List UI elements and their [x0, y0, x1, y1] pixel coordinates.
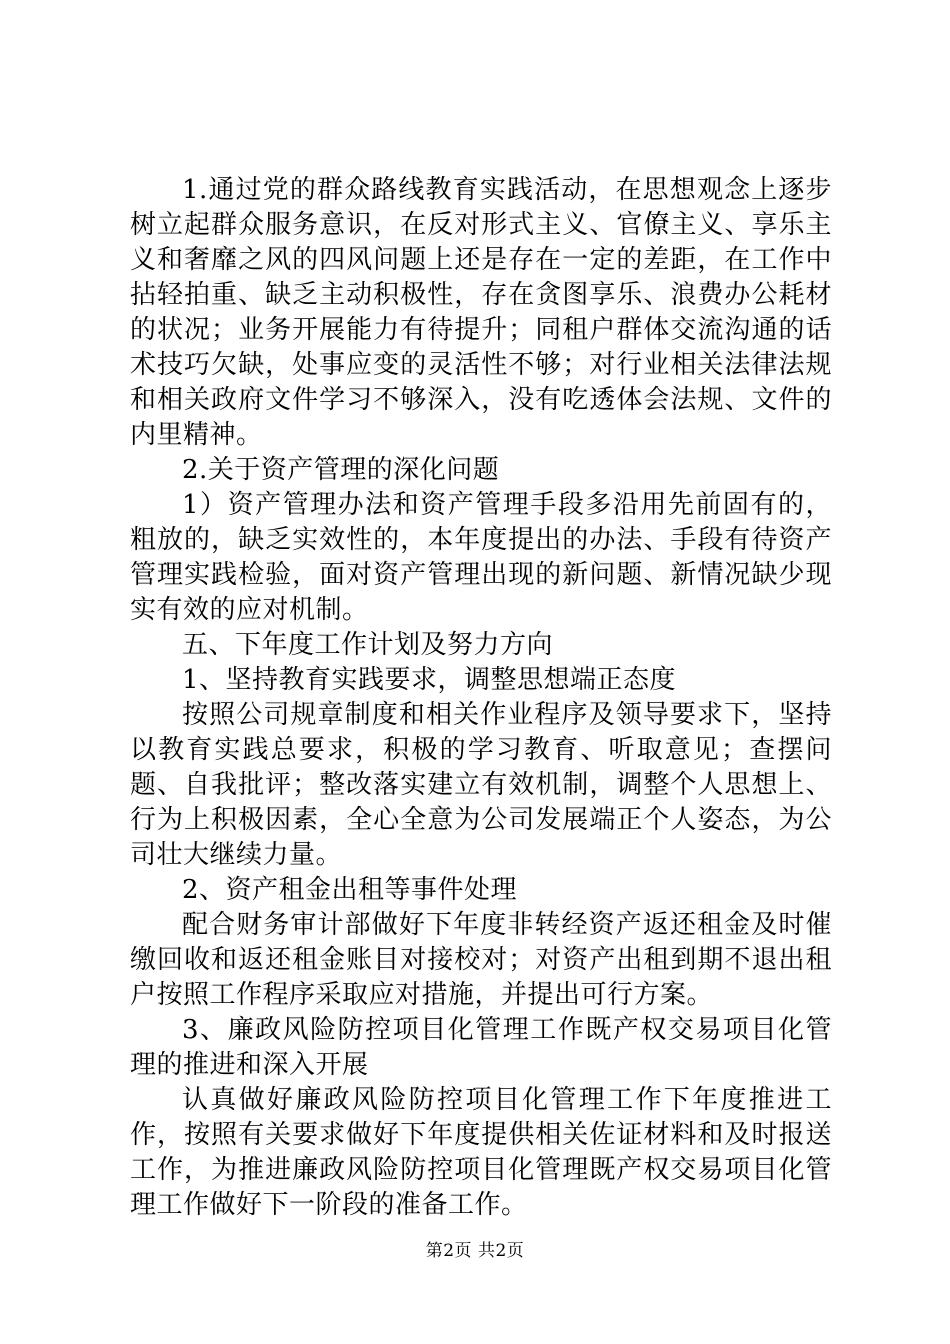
- page-number-footer: 第2页 共2页: [425, 1241, 525, 1261]
- paragraph-10: 认真做好廉政风险防控项目化管理工作下年度推进工作，按照有关要求做好下年度提供相关佐证材料和及时报送工作，为推进廉政风险防控项目化管理既产权交易项目化管理工作做好下一阶段的准备工作。: [130, 1085, 832, 1220]
- paragraph-1: 1.通过党的群众路线教育实践活动，在思想观念上逐步树立起群众服务意识，在反对形式主义、官僚主义、享乐主义和奢靡之风的四风问题上还是存在一定的差距，在工作中拈轻拍重、缺乏主动积极性，存在贪图享乐、浪费办公耗材的状况；业务开展能力有待提升；同租户群体交流沟通的话术技巧欠缺，处事应变的灵活性不够；对行业相关法律法规和相关政府文件学习不够深入，没有吃透体会法规、文件的内里精神。: [130, 175, 832, 450]
- subheading-1: 1、坚持教育实践要求，调整思想端正态度: [182, 665, 677, 695]
- document-body: [130, 173, 832, 1223]
- section-heading-5: 五、下年度工作计划及努力方向: [182, 630, 554, 660]
- paragraph-3: 1）资产管理办法和资产管理手段多沿用先前固有的，粗放的，缺乏实效性的，本年度提出的办法、手段有待资产管理实践检验，面对资产管理出现的新问题、新情况缺少现实有效的应对机制。: [130, 490, 832, 625]
- paragraph-6: 按照公司规章制度和相关作业程序及领导要求下，坚持以教育实践总要求，积极的学习教育、听取意见；查摆问题、自我批评；整改落实建立有效机制，调整个人思想上、行为上积极因素，全心全意为公司发展端正个人姿态，为公司壮大继续力量。: [130, 700, 832, 870]
- paragraph-8: 配合财务审计部做好下年度非转经资产返还租金及时催缴回收和返还租金账目对接校对；对资产出租到期不退出租户按照工作程序采取应对措施，并提出可行方案。: [130, 910, 832, 1010]
- subheading-2: 2、资产租金出租等事件处理: [182, 875, 518, 905]
- paragraph-2-heading: 2.关于资产管理的深化问题: [182, 455, 500, 485]
- subheading-3: 3、廉政风险防控项目化管理工作既产权交易项目化管理的推进和深入开展: [130, 1015, 832, 1080]
